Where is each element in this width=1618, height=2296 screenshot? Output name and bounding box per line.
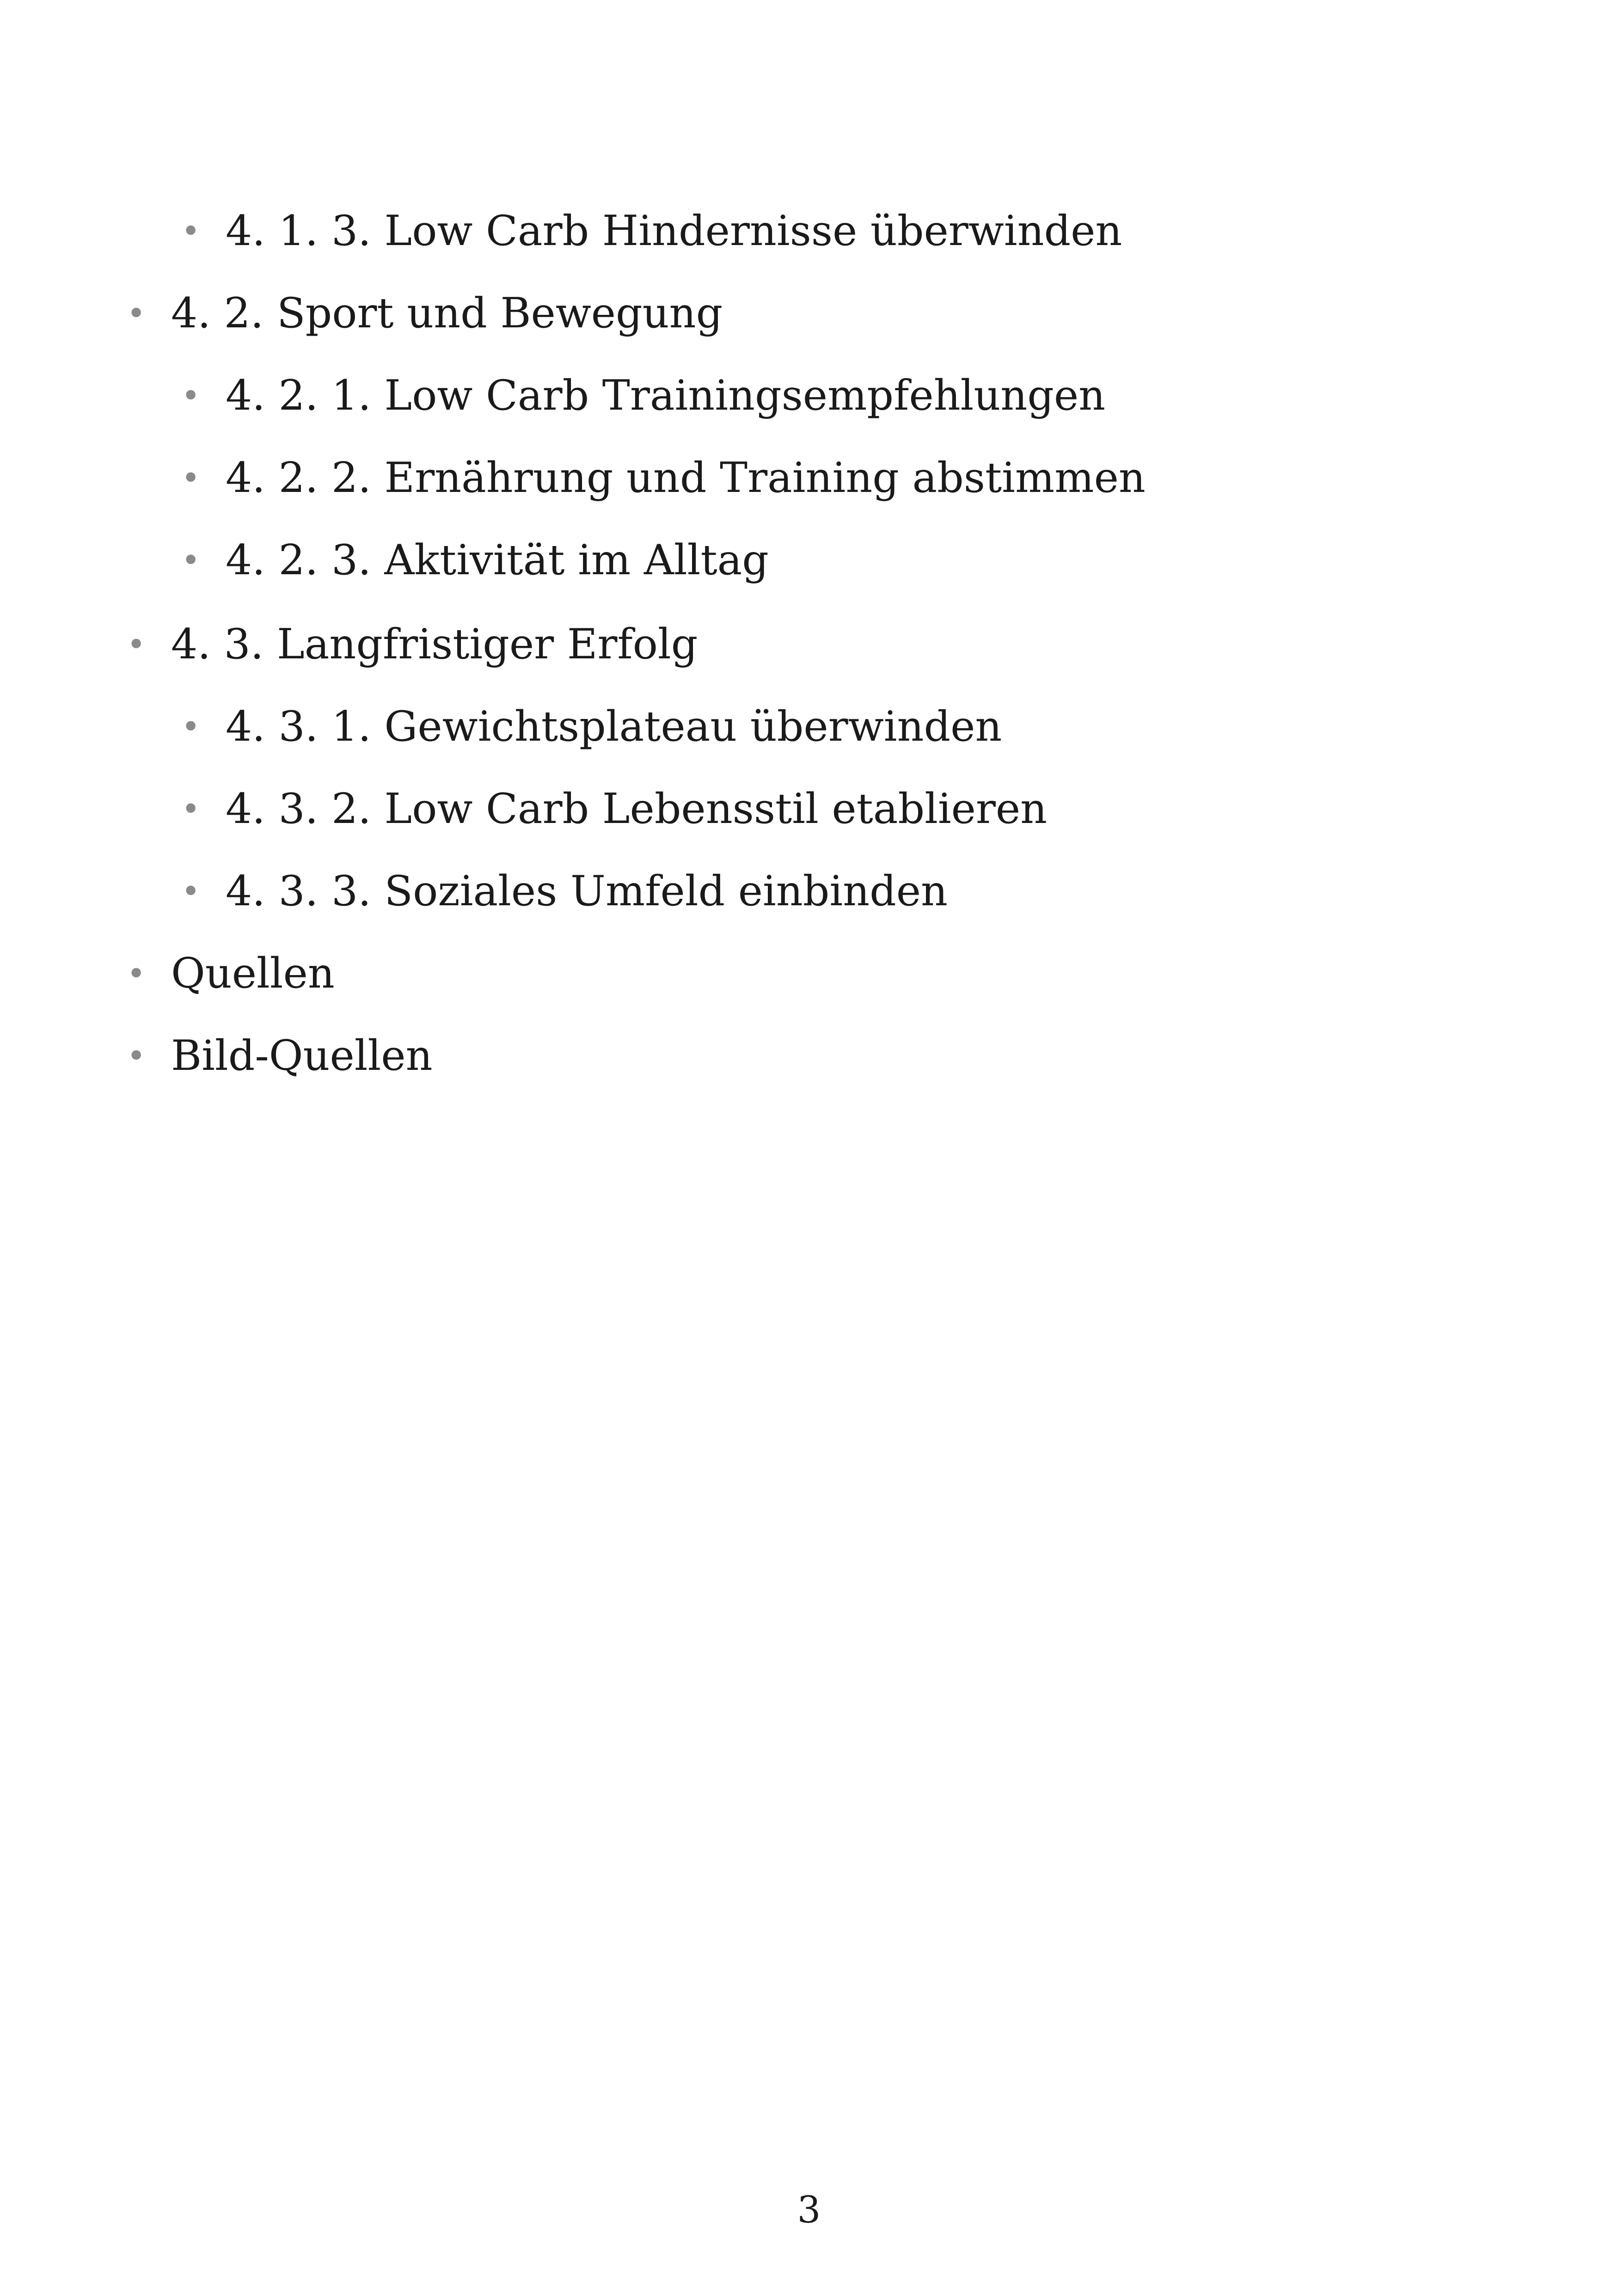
bullet-icon: • [181, 541, 201, 579]
bullet-icon: • [181, 708, 201, 746]
bullet-icon: • [127, 626, 146, 663]
toc-item-4-3-1[interactable] [181, 701, 1002, 752]
toc-item-label: 4. 1. 3. Low Carb Hindernisse überwinden [226, 207, 1122, 255]
toc-item-label: 4. 2. 3. Aktivität im Alltag [226, 536, 769, 584]
bullet-icon: • [181, 459, 201, 497]
toc-item-4-2-3[interactable] [181, 535, 769, 586]
bullet-icon: • [181, 212, 201, 250]
toc-item-4-2-1[interactable] [181, 370, 1106, 421]
bullet-icon: • [127, 955, 146, 993]
bullet-icon: • [127, 1037, 146, 1075]
bullet-icon: • [181, 872, 201, 910]
bullet-icon: • [181, 790, 201, 828]
toc-item-4-2-2[interactable] [181, 453, 1146, 503]
toc-item-quellen[interactable] [127, 948, 335, 999]
toc-item-4-1-3[interactable] [181, 206, 1122, 257]
bullet-icon: • [127, 295, 146, 332]
toc-item-4-3[interactable] [127, 619, 698, 670]
toc-item-label: 4. 3. 1. Gewichtsplateau überwinden [226, 702, 1002, 751]
toc-item-label: 4. 3. 2. Low Carb Lebensstil etablieren [226, 785, 1048, 833]
toc-item-label: 4. 2. 2. Ernährung und Training abstimmen [226, 454, 1146, 502]
toc-item-4-3-3[interactable] [181, 866, 948, 917]
toc-item-label: 4. 2. Sport und Bewegung [171, 289, 723, 338]
toc-item-4-2[interactable] [127, 288, 723, 339]
toc-item-label: 4. 3. Langfristiger Erfolg [171, 620, 698, 669]
toc-item-label: 4. 2. 1. Low Carb Trainingsempfehlungen [226, 371, 1106, 420]
bullet-icon: • [181, 377, 201, 415]
toc-item-bild-quellen[interactable] [127, 1031, 433, 1081]
toc-item-label: Bild-Quellen [171, 1031, 433, 1080]
toc-item-label: 4. 3. 3. Soziales Umfeld einbinden [226, 867, 948, 915]
page-number: 3 [797, 2188, 821, 2231]
toc-item-4-3-2[interactable] [181, 784, 1048, 835]
toc-item-label: Quellen [171, 949, 335, 998]
